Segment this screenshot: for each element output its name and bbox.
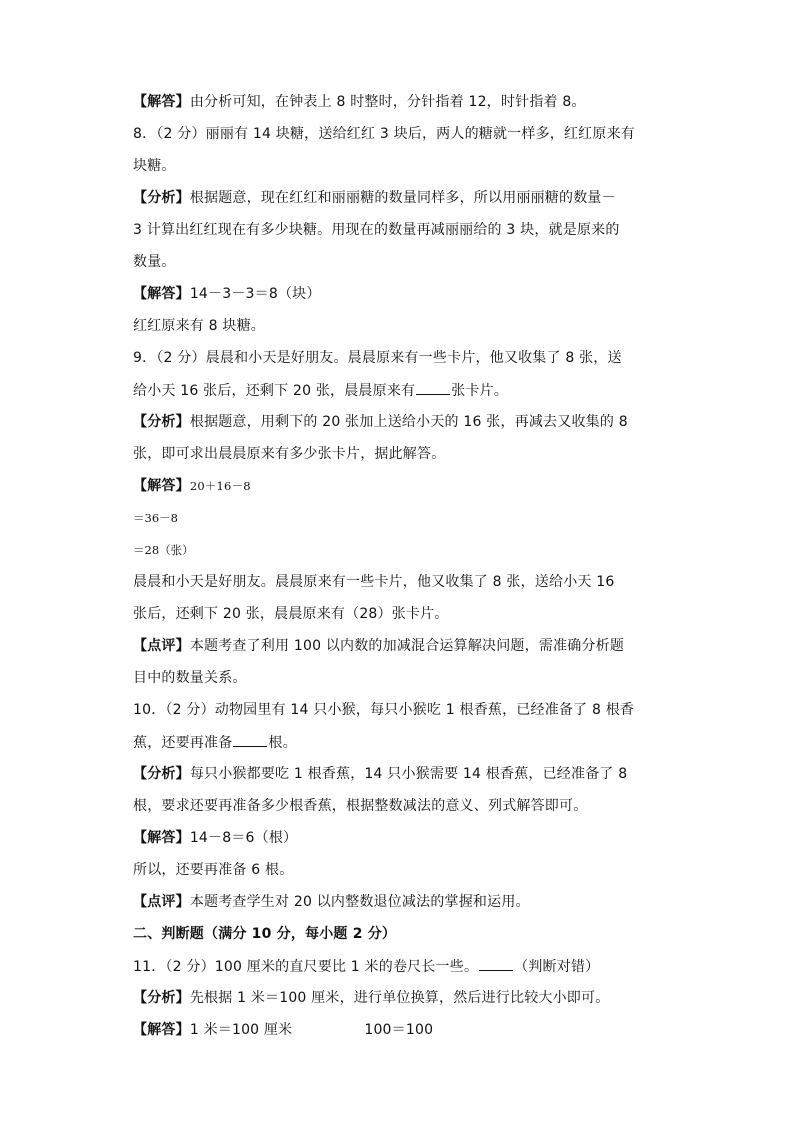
answer-label: 【解答】 [133,478,190,494]
q8-stem-line-1: 8．（2 分）丽丽有 14 块糖，送给红红 3 块后，两人的糖就一样多，红红原来有 [133,126,635,142]
q9-analysis-text-1: 根据题意，用剩下的 20 张加上送给小天的 16 张，再减去又收集的 8 [189,414,628,430]
answer-label: 【解答】 [133,830,190,846]
q7-answer-text: 由分析可知，在钟表上 8 时整时，分针指着 12，时针指着 8。 [189,94,586,110]
q9-answer-line-4: 晨晨和小天是好朋友。晨晨原来有一些卡片，他又收集了 8 张，送给小天 16 [133,574,615,590]
q11-answer-blank [479,956,513,971]
answer-label: 【解答】 [133,286,190,302]
q10-stem-text-2b: 根。 [268,735,297,751]
q9-comment-line-2: 目中的数量关系。 [133,670,247,686]
analysis-label: 【分析】 [133,414,190,430]
q10-analysis-text-1: 每只小猴都要吃 1 根香蕉，14 只小猴需要 14 根香蕉，已经准备了 8 [189,766,628,782]
q8-answer-text-1: 14－3－3＝8（块） [189,286,321,302]
q8-analysis-line-2: 3 计算出红红现在有多少块糖。用现在的数量再减丽丽给的 3 块，就是原来的 [133,222,620,238]
q8-answer-line-2: 红红原来有 8 块糖。 [133,318,266,334]
q9-stem-text-2a: 给小天 16 张后，还剩下 20 张，晨晨原来有 [133,383,416,399]
analysis-label: 【分析】 [133,190,190,206]
q8-analysis-line-1 [133,188,673,208]
q11-answer-text-1a: 1 米＝100 厘米 [189,1022,293,1038]
q11-stem-text-a: 11．（2 分）100 厘米的直尺要比 1 米的卷尺长一些。 [133,959,479,975]
q9-stem-line-1: 9．（2 分）晨晨和小天是好朋友。晨晨原来有一些卡片，他又收集了 8 张，送 [133,350,622,366]
comment-label: 【点评】 [133,638,190,654]
q9-comment-line-1 [133,636,673,656]
q10-comment-line-1 [133,892,673,912]
q10-stem-text-2a: 蕉，还要再准备 [133,735,233,751]
q10-analysis-line-2: 根，要求还要再准备多少根香蕉，根据整数减法的意义、列式解答即可。 [133,798,588,814]
comment-label: 【点评】 [133,894,190,910]
q10-answer-line-2: 所以，还要再准备 6 根。 [133,862,294,878]
q11-stem-text-b: （判断对错） [514,959,600,975]
q10-answer-blank [233,732,267,747]
q8-analysis-line-3: 数量。 [133,254,176,270]
analysis-label: 【分析】 [133,766,190,782]
q10-analysis-line-1 [133,764,673,784]
q9-answer-line-2: ＝36－8 [133,511,178,525]
q9-answer-line-5: 张后，还剩下 20 张，晨晨原来有（28）张卡片。 [133,606,449,622]
q11-answer-line-1 [133,1020,673,1040]
analysis-label: 【分析】 [133,990,190,1006]
q10-answer-text-1: 14－8＝6（根） [189,830,298,846]
q11-analysis-line-1 [133,988,673,1008]
q9-answer-blank [416,380,450,395]
section-heading: 二、判断题（满分 10 分，每小题 2 分） [133,926,397,942]
q11-answer-text-1b: 100＝100 [364,1022,434,1038]
q9-analysis-line-1 [133,412,673,432]
q10-comment-text-1: 本题考查学生对 20 以内整数退位减法的掌握和运用。 [189,894,530,910]
q9-stem-line-2 [133,380,673,401]
q11-stem-line-1 [133,956,673,977]
q8-analysis-text-1: 根据题意，现在红红和丽丽糖的数量同样多，所以用丽丽糖的数量－ [189,190,616,206]
q9-answer-line-3: ＝28（张） [133,543,194,557]
q9-answer-line-1 [133,476,673,496]
q9-analysis-line-2: 张，即可求出晨晨原来有多少张卡片，据此解答。 [133,446,446,462]
q10-stem-line-1: 10．（2 分）动物园里有 14 只小猴，每只小猴吃 1 根香蕉，已经准备了 8 根香 [133,702,635,718]
q9-answer-text-1: 20＋16－8 [189,479,251,493]
q11-analysis-text-1: 先根据 1 米＝100 厘米，进行单位换算，然后进行比较大小即可。 [189,990,610,1006]
answer-label: 【解答】 [133,94,190,110]
q7-answer-line [133,92,673,112]
q10-stem-line-2 [133,732,673,753]
q8-stem-line-2: 块糖。 [133,158,176,174]
q9-comment-text-1: 本题考查了利用 100 以内数的加减混合运算解决问题，需准确分析题 [189,638,625,654]
q9-stem-text-2b: 张卡片。 [451,383,509,399]
q8-answer-line-1 [133,284,673,304]
q10-answer-line-1 [133,828,673,848]
answer-label: 【解答】 [133,1022,190,1038]
